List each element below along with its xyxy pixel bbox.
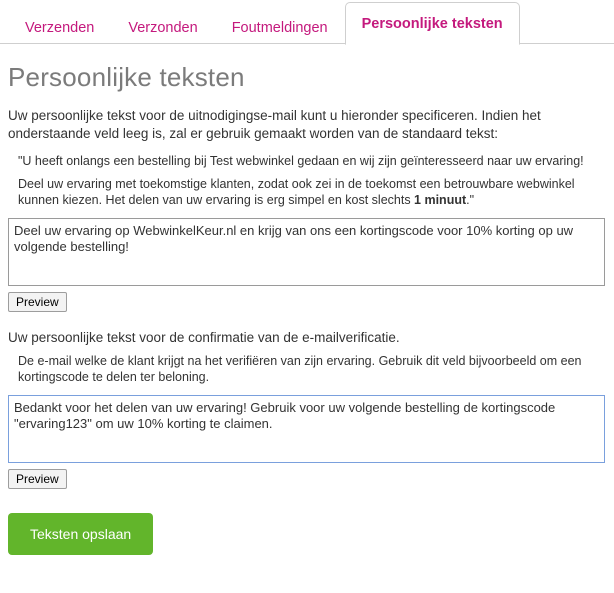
- confirmation-note: De e-mail welke de klant krijgt na het verifiëren van zijn ervaring. Gebruik dit veld bijvoorbeeld om een kortingscode te delen ter beloning.: [18, 354, 582, 384]
- confirmation-text-input[interactable]: [8, 395, 605, 463]
- tab-persoonlijke-teksten[interactable]: Persoonlijke teksten: [345, 2, 520, 45]
- intro-text: Uw persoonlijke tekst voor de uitnodigingse-mail kunt u hieronder specificeren. Indien het onderstaande veld leeg is, zal er gebruik gemaakt worden van de standaard tekst:: [8, 108, 541, 141]
- quote-line-2-emphasis: 1 minuut: [414, 193, 467, 207]
- invitation-text-input[interactable]: [8, 218, 605, 286]
- tab-verzonden[interactable]: Verzonden: [128, 20, 198, 36]
- page-title: Persoonlijke teksten: [8, 62, 245, 92]
- main-content: [0, 44, 614, 555]
- quote-line-2-part-a: Deel uw ervaring met toekomstige klanten, zodat ook zei in de toekomst een betrouwbare webwinkel kunnen kiezen. Het delen van uw ervaring is erg simpel en kost slechts: [18, 177, 575, 207]
- quote-line-1: "U heeft onlangs een bestelling bij Test webwinkel gedaan en wij zijn geïnteresseerd naar uw ervaring!: [18, 154, 584, 168]
- tab-verzenden[interactable]: Verzenden: [25, 20, 95, 36]
- quote-line-2: [18, 176, 606, 208]
- tab-foutmeldingen[interactable]: Foutmeldingen: [231, 20, 328, 36]
- tab-bar: [0, 0, 614, 44]
- save-texts-button[interactable]: Teksten opslaan: [8, 513, 153, 555]
- confirmation-section-label: Uw persoonlijke tekst voor de confirmatie van de e-mailverificatie.: [8, 330, 400, 345]
- preview-invitation-button[interactable]: Preview: [8, 292, 67, 312]
- save-section: [8, 513, 606, 555]
- tab-list: [0, 0, 614, 44]
- quote-line-2-part-b: .": [466, 193, 475, 207]
- default-text-quote: [18, 153, 606, 208]
- preview-confirmation-button[interactable]: Preview: [8, 469, 67, 489]
